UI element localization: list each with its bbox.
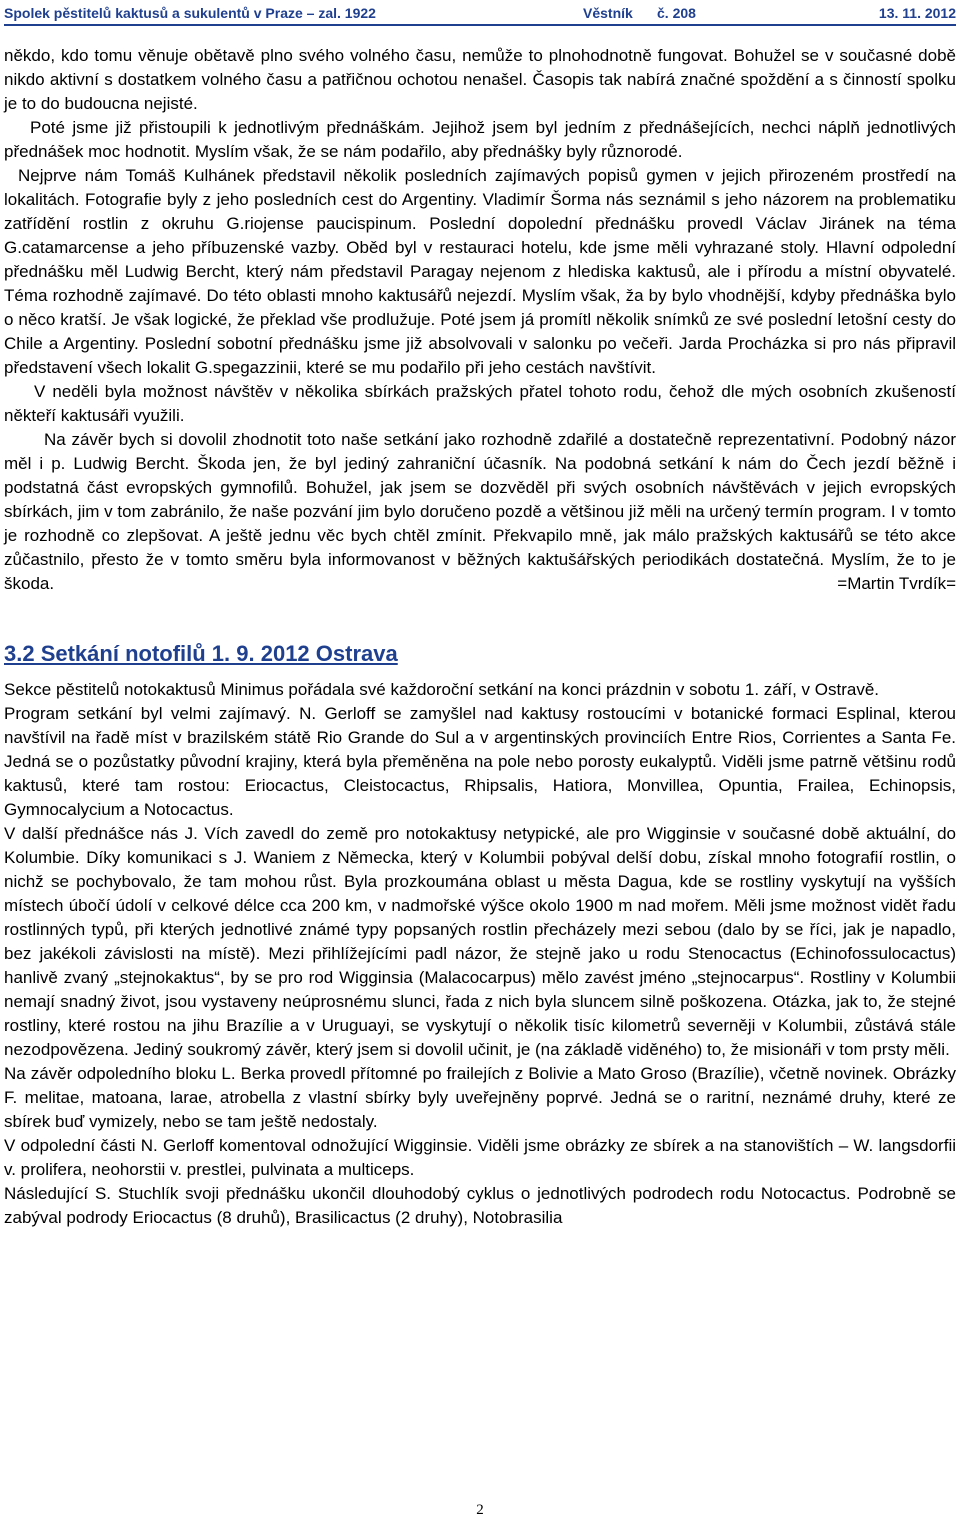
paragraph: V odpolední části N. Gerloff komentoval odnožující Wigginsie. Viděli jsme obrázky ze sbírek a na stanovištích – W. langsdorfii v. prolifera, neohorstii v. prestlei, pulvinata a multiceps. [4,1136,956,1179]
header-date: 13. 11. 2012 [878,5,956,21]
section-body [4,678,956,1230]
page-number: 2 [476,1502,484,1518]
paragraph: Na závěr odpoledního bloku L. Berka provedl přítomné po frailejích z Bolivie a Mato Groso (Brazílie), včetně novinek. Obrázky F. melitae, matoana, larae, atrobella z vlastní sbírky byly uveřejněny poprvé. Jedná se o raritní, neznámé druhy, které ze sbírek buď vymizely, nebo se tam ještě nedostaly. [4,1064,956,1131]
paragraph: V neděli byla možnost návštěv v několika sbírkách pražských přatel tohoto rodu, čehož dle mých osobních zkušeností někteří kaktusáři využili. [4,382,956,425]
header-journal-name: Věstník [583,5,633,21]
paragraph: Poté jsme již přistoupili k jednotlivým přednáškám. Jejihož jsem byl jedním z přednášejících, nechci náplň jednotlivých přednášek moc hodnotit. Myslím však, že se nám podařilo, aby přednášky byly různorodé. [4,118,956,161]
page-footer [0,1502,960,1519]
paragraph: Následující S. Stuchlík svoji přednášku ukončil dlouhodobý cyklus o jednotlivých podrodech rodu Notocactus. Podrobně se zabýval podrody Eriocactus (8 druhů), Brasilicactus (2 druhy), Notobrasilia [4,1184,956,1227]
spacer [4,596,956,620]
paragraph: někdo, kdo tomu věnuje obětavě plno svého volného času, nemůže to plnohodnotně fungovat. Bohužel se v současné době nikdo aktivní s dostatkem volného času a patřičnou ochotou nenašel. Časopis tak nabírá značné spoždění a s činností spolku je to do budoucna nejisté. [4,46,956,113]
header-issue-number: č. 208 [657,5,696,21]
header-society-name: Spolek pěstitelů kaktusů a sukulentů v Praze – zal. 1922 [4,5,376,21]
paragraph: V další přednášce nás J. Vích zavedl do země pro notokaktusy netypické, ale pro Wigginsie v současné době aktuální, do Kolumbie. Díky komunikaci s J. Waniem z Německa, který v Kolumbii pobýval delší dobu, získal mnoho fotografií rostlin, o nichž se pochybovalo, že tam mohou růst. Byla prozkoumána oblast u města Dagua, kde se rostliny vyskytují na vyšších místech úbočí údolí v celkové délce cca 200 km, v nadmořské výšce okolo 1900 m nad mořem. Měli jsme možnost vidět řadu rostlinných typů, při kterých jednotlivé známé typy popsaných rostlin přecházely mezi sebou (dalo by se říci, jak je napadlo, bez jakékoli závislosti na místě). Mezi přihlížejícími padl názor, že stejně jako u rodu Stenocactus (Echinofossulocactus) hanlivě zvaný „stejnokaktus“, by se pro rod Wigginsia (Malacocarpus) mělo zavést jméno „stejnocarpus“. Rostliny v Kolumbii nemají snadný život, jsou vystaveny neúprosnému slunci, řada z nich byla sluncem silně poškozena. Otázka, jak to, že stejné rostliny, které rostou na jihu Brazílie a v Uruguayi, se vyskytují o několik tisíc kilometrů severněji v Kolumbii, zůstává stále nezodpovězena. Jediný soukromý závěr, který jsem si dovolil učinit, je (na základě viděného) to, že misionáři v tom prsty měli. [4,824,956,1059]
paragraph: Nejprve nám Tomáš Kulhánek představil několik posledních zajímavých popisů gymen v jejich přirozeném prostředí na lokalitách. Fotografie byly z jeho posledních cest do Argentiny. Vladimír Šorma nás seznámil s jeho názorem na problematiku zatřídění rostlin z okruhu G.riojense paucispinum. Poslední dopolední přednášku provedl Václav Jiránek na téma G.catamarcense a jeho příbuzenské vazby. Oběd byl v restauraci hotelu, kde jsme měli vyhrazané stoly. Hlavní odpolední přednášku měl Ludwig Bercht, který nám představil Paragay nejenom z hlediska kaktusů, ale i přírodu a místní obyvatelé. Téma rozhodně zajímavé. Do této oblasti mnoho kaktusářů nejezdí. Myslím však, ža by bylo vhodnější, kdyby přednáška bylo o něco kratší. Je však logické, že překlad vše prodlužuje. Poté jsem já promítl několik snímků ze své poslední letošní cesty do Chile a Argentiny. Poslední sobotní přednášku jsme již absolvovali v salonku po večeři. Jarda Procházka si pro nás připravil představení všech lokalit G.spegazzinii, které se mu podařilo při jeho cestách navštívit. [4,166,956,377]
page-content [4,44,956,1230]
page-header [4,4,956,26]
paragraph: Sekce pěstitelů notokaktusů Minimus pořádala své každoroční setkání na konci prázdnin v sobotu 1. září, v Ostravě. [4,680,880,699]
section-title: 3.2 Setkání notofilů 1. 9. 2012 Ostrava [4,641,398,666]
paragraph: Program setkání byl velmi zajímavý. N. Gerloff se zamyšlel nad kaktusy rostoucími v botanické formaci Esplinal, kterou navštívil na řadě míst v brazilském státě Rio Grande do Sul a v argentinských provinciích Entre Rios, Corrientes a Santa Fe. Jedná se o pozůstatky původní krajiny, která byla přeměněna na pole nebo porosty eukalyptů. Viděli jsme patrně většinu rodů kaktusů, které tam rostou: Eriocactus, Cleistocactus, Rhipsalis, Hatiora, Monvillea, Opuntia, Frailea, Echinopsis, Gymnocalycium a Notocactus. [4,704,956,819]
signature: =Martin Tvrdík= [837,574,956,593]
paragraph: Na závěr bych si dovolil zhodnotit toto naše setkání jako rozhodně zdařilé a dostatečně reprezentativní. Podobný názor měl i p. Ludwig Bercht. Škoda jen, že byl jediný zahraniční účasník. Na podobná setkání k nám do Čech jezdí běžně i podstatná část evropských gymnofilů. Bohužel, jak jsem se dozvěděl při svých osobních návštěvách v jejich evropských sbírkách, jim v tom zabránilo, že naše pozvání jim bylo doručeno pozdě a většinou již měli na určený termín program. I v tomto je rozhodně co zlepšovat. A ještě jednu věc bych chtěl zmínit. Překvapilo mně, jak málo pražských kaktusářů se této akce zůčastnilo, přesto že v tomto směru byla informovanost v běžných kaktušářských periodikách dostatečná. Myslím, že to je škoda. [4,430,956,593]
